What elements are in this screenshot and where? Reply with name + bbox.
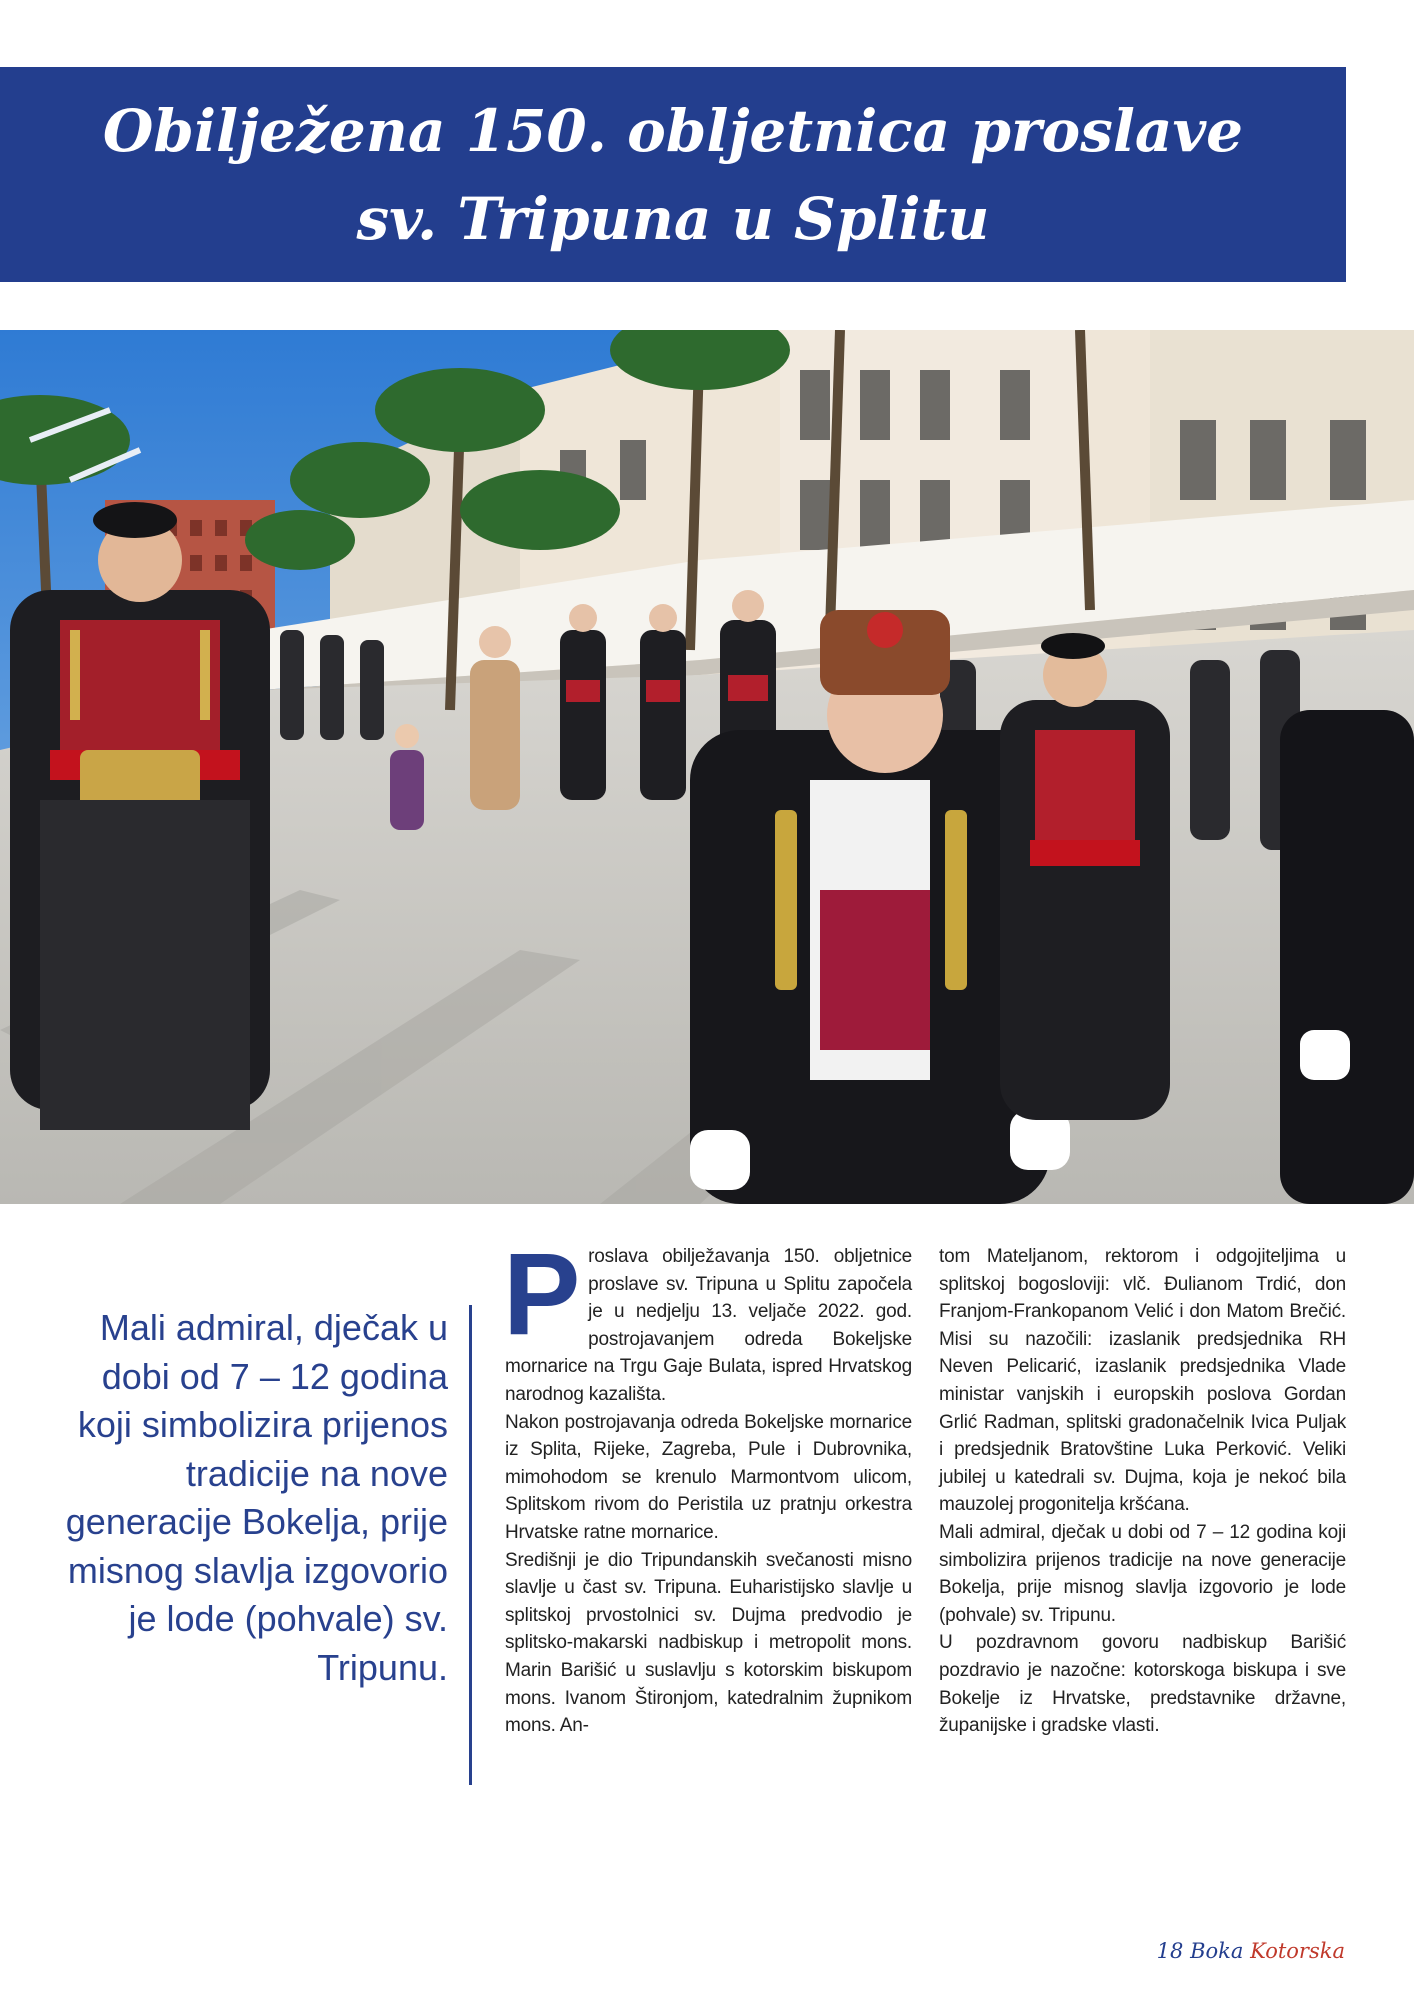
article-paragraph-1-text: roslava obilježavanja 150. obljetnice proslave sv. Tripuna u Splitu započela je u nedjelju 13. veljače 2022. god. postrojavanjem odreda Bokeljske mornarice na Trgu Gaje Bulata, ispred Hrvatskog narodnog kazališta. xyxy=(505,1246,912,1405)
article-title-line-2: sv. Tripuna u Splitu xyxy=(356,184,990,253)
procession-photo xyxy=(0,330,1414,1204)
article-paragraph-6: U pozdravnom govoru nadbiskup Barišić pozdravio je nazočne: kotorskoga biskupa i sve Bokelje iz Hrvatske, predstavnike državne, županijske i gradske vlasti. xyxy=(939,1632,1346,1737)
article-title-line-1: Obilježena 150. obljetnica proslave xyxy=(102,96,1244,165)
pull-quote-divider xyxy=(469,1305,472,1785)
pull-quote: Mali admiral, dječak u dobi od 7 – 12 godina koji simbolizira prijenos tradicije na nove generacije Bokelja, prije misnog slavlja izgovorio je lode (pohvale) sv. Tripunu. xyxy=(65,1307,448,1688)
page-footer xyxy=(1157,1939,1345,1963)
procession-photo-illustration xyxy=(0,330,1414,1204)
magazine-name-word-2: Kotorska xyxy=(1250,1939,1345,1963)
article-paragraph-4: tom Mateljanom, rektorom i odgojiteljima u splitskoj bogosloviji: vlč. Đulianom Trdić, don Franjom-Frankopanom Velić i don Matom Brečić. Misi su nazočili: izaslanik predsjednika RH Neven Pelicarić, izaslanik predsjednika Vlade ministar vanjskih i europskih poslova Gordan Grlić Radman, splitski gradonačelnik Ivica Puljak i predsjednik Bratovštine Luka Perković. Veliki jubilej u katedrali sv. Dujma, koja je nekoć bila mauzolej progonitelja kršćana. xyxy=(939,1246,1346,1516)
title-banner xyxy=(0,67,1346,282)
page-number: 18 xyxy=(1156,1939,1184,1963)
article-paragraph-2: Nakon postrojavanja odreda Bokeljske mornarice iz Splita, Rijeke, Zagreba, Pule i Dubrovnika, mimohodom se krenulo Marmontvom ulicom, Splitskom rivom do Peristila uz pratnju orkestra Hrvatske ratne mornarice. xyxy=(505,1411,912,1543)
article-column-2 xyxy=(939,1243,1346,1740)
article-paragraph-3: Središnji je dio Tripundanskih svečanosti misno slavlje u čast sv. Tripuna. Euharistijsko slavlje u splitskoj prvostolnici sv. Dujma predvodio je splitsko-makarski nadbiskup i metropolit mons. Marin Barišić u suslavlju s kotorskim biskupom mons. Ivanom Štironjom, katedralnim župnikom mons. An- xyxy=(505,1549,912,1737)
magazine-name-word-1: Boka xyxy=(1190,1939,1244,1963)
drop-cap: P xyxy=(503,1229,581,1359)
article-column-1 xyxy=(503,1229,912,1740)
article-paragraph-1 xyxy=(503,1229,912,1409)
article-paragraph-5: Mali admiral, dječak u dobi od 7 – 12 godina koji simbolizira prijenos tradicije na nove generacije Bokelja, prije misnog slavlja izgovorio je lode (pohvale) sv. Tripunu. xyxy=(939,1521,1346,1626)
